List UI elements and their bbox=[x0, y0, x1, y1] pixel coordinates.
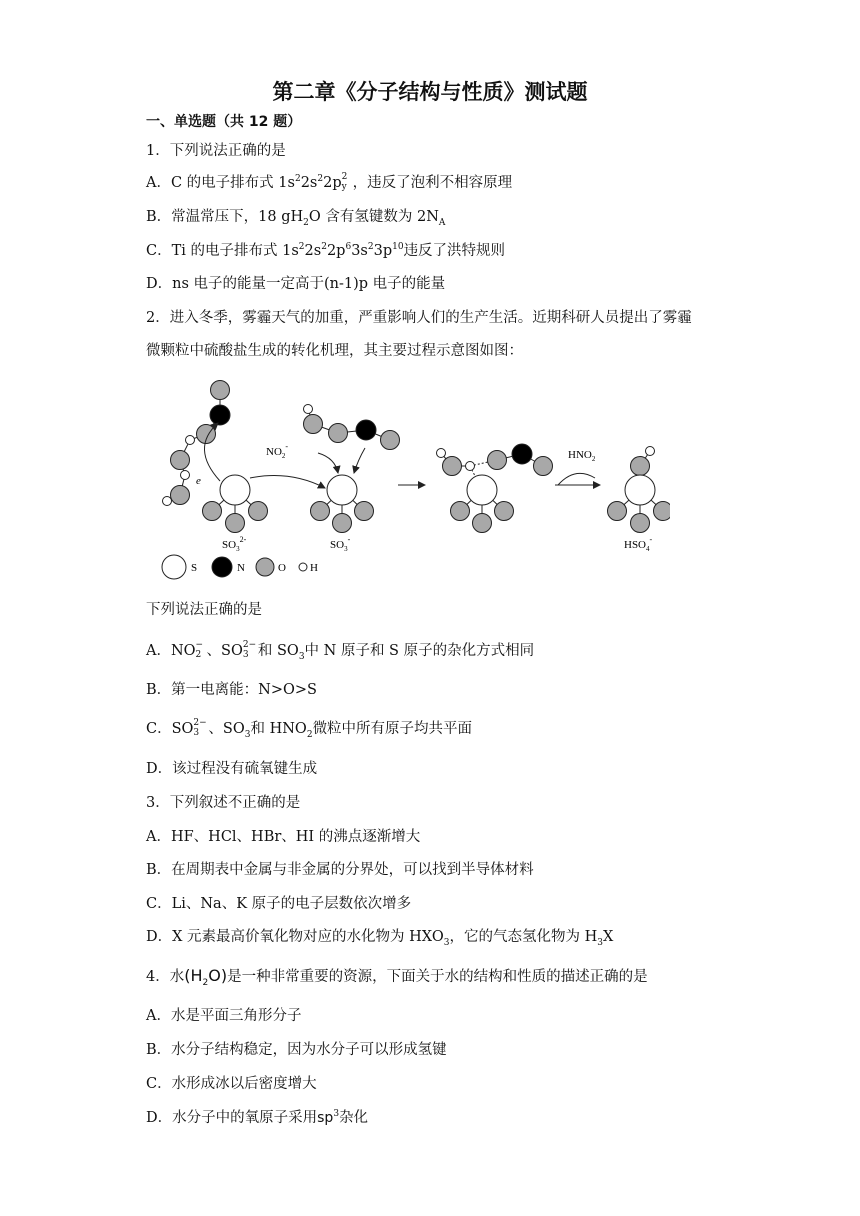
legend-h: H bbox=[310, 562, 318, 574]
legend-n: N bbox=[237, 562, 245, 574]
question-2-stem-line-2: 微颗粒中硫酸盐生成的转化机理，其主要过程示意图如图： bbox=[146, 343, 523, 359]
question-1-option-b[interactable]: B．常温常压下，18 $gH_2O$ 含有氢键数为 $2N_A$ bbox=[146, 209, 446, 228]
hno2-top-molecule bbox=[304, 405, 400, 450]
section-heading: 一、单选题（共 12 题） bbox=[146, 114, 302, 130]
question-4-option-b[interactable]: B．水分子结构稳定，因为水分子可以形成氢键 bbox=[146, 1042, 447, 1058]
question-4-stem: 4．水$(H_2O)$是一种非常重要的资源，下面关于水的结构和性质的描述正确的是 bbox=[146, 966, 648, 989]
hso4-minus-molecule bbox=[608, 447, 671, 533]
question-4-option-c[interactable]: C．水形成冰以后密度增大 bbox=[146, 1076, 317, 1092]
question-2-option-c[interactable]: C．SO 2− 3 、$SO_3$和 $HNO_2$微粒中所有原子均共平面 bbox=[146, 718, 473, 740]
question-3-stem: 3．下列叙述不正确的是 bbox=[146, 795, 301, 811]
question-4-option-a[interactable]: A．水是平面三角形分子 bbox=[146, 1008, 302, 1024]
question-2-option-a[interactable]: A．NO − 2 、SO 2− 3 和 $SO_3$中 N 原子和 S 原子的杂化方式相同 bbox=[146, 640, 535, 662]
reaction-arrow-2 bbox=[318, 453, 338, 473]
question-4-option-d[interactable]: D．水分子中的氧原子采用$sp^3$杂化 bbox=[146, 1109, 369, 1126]
hso4-minus-label: $HSO_4^-$ bbox=[624, 535, 653, 553]
hno2-release-curve bbox=[558, 473, 595, 485]
reaction-arrow-1 bbox=[250, 476, 325, 488]
question-2-option-d[interactable]: D．该过程没有硫氧键生成 bbox=[146, 761, 318, 777]
question-3-option-c[interactable]: C．Li、Na、K 原子的电子层数依次增多 bbox=[146, 896, 412, 912]
question-3-option-b[interactable]: B．在周期表中金属与非金属的分界处，可以找到半导体材料 bbox=[146, 862, 534, 878]
reaction-arrow-3 bbox=[354, 448, 365, 473]
sulfate-formation-diagram bbox=[150, 378, 670, 584]
intermediate-complex-molecule bbox=[437, 444, 553, 533]
hno2-label: $HNO_2$ bbox=[568, 449, 596, 463]
question-1-option-c[interactable]: C．Ti 的电子排布式 $1s^22s^22p^63s^23p^{10}$违反了洪特规则 bbox=[146, 242, 506, 259]
no2-label: $NO_2^-$ bbox=[266, 442, 289, 460]
question-3-option-a[interactable]: A．HF、HCl、HBr、HI 的沸点逐渐增大 bbox=[146, 829, 421, 845]
question-1-stem: 1．下列说法正确的是 bbox=[146, 143, 286, 159]
question-2-option-b[interactable]: B．第一电离能：N>O>S bbox=[146, 682, 317, 698]
so3-2minus-label: $SO_3^{2-}$ bbox=[222, 535, 247, 553]
question-3-option-d[interactable]: D．X 元素最高价氧化物对应的水化物为 $HXO_3$，它的气态氢化物为 $H_3X$ bbox=[146, 929, 614, 948]
electron-label: e bbox=[196, 475, 201, 487]
legend-o: O bbox=[278, 562, 286, 574]
question-2-prompt: 下列说法正确的是 bbox=[146, 602, 262, 618]
page-title: 第二章《分子结构与性质》测试题 bbox=[272, 80, 588, 104]
question-1-option-d[interactable]: D．ns 电子的能量一定高于(n-1)p 电子的能量 bbox=[146, 276, 446, 292]
so3-2minus-molecule bbox=[203, 475, 268, 533]
question-2-stem-line-1: 2．进入冬季，雾霾天气的加重，严重影响人们的生产生活。近期科研人员提出了雾霾 bbox=[146, 310, 692, 326]
legend-s: S bbox=[191, 562, 198, 574]
question-1-option-a[interactable]: A．C 的电子排布式 $1s^22s^22p$ 2 y ，违反了泡利不相容原理 bbox=[146, 172, 513, 192]
so3-minus-label: $SO_3^-$ bbox=[330, 535, 351, 553]
so3-minus-molecule bbox=[311, 475, 374, 533]
